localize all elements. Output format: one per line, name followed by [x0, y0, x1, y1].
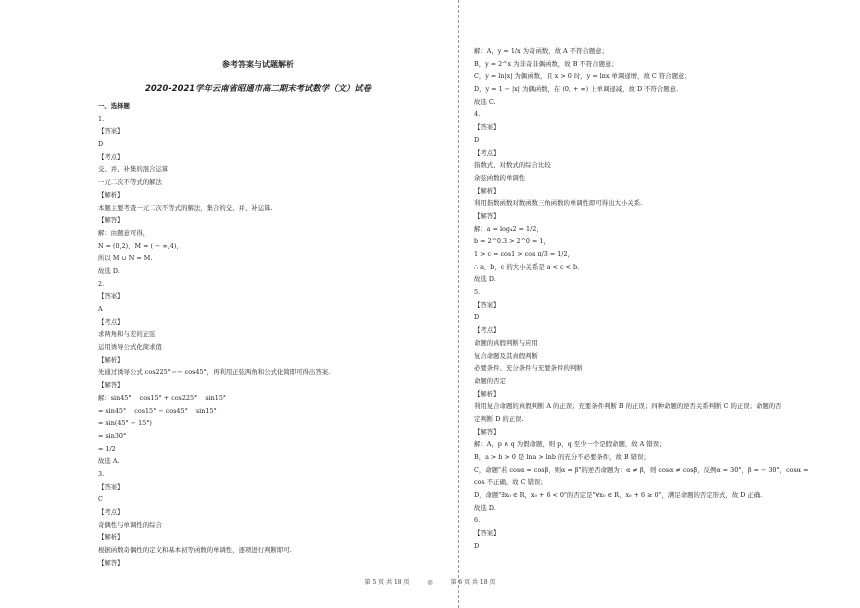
- text-line: 求两角和与差的正弦: [98, 330, 156, 339]
- text-line: 利用复合命题的真假判断 A 的正误；充要条件判断 B 的正误；四种命题的逆否关系判断 C 的正误；命题的否: [474, 402, 782, 411]
- text-line: 所以 M ∪ N = M.: [98, 254, 153, 263]
- text-line: 【考点】: [98, 152, 124, 161]
- text-line: A: [98, 305, 103, 313]
- text-line: 解：sin45° cos15° + cos225° sin15°: [98, 393, 227, 402]
- text-line: 故选 D.: [474, 503, 496, 512]
- footer-right-page: 第 6 页 共 18 页: [450, 579, 496, 586]
- text-line: C: [98, 495, 103, 504]
- text-line: 一元二次不等式的解法: [98, 178, 162, 187]
- page-footer: [0, 577, 860, 586]
- text-line: 利用指数函数对数函数三角函数的单调性即可得出大小关系.: [474, 199, 643, 208]
- text-line: 【解答】: [98, 381, 124, 390]
- text-line: 余弦函数的单调性: [474, 173, 526, 182]
- text-line: 【答案】: [474, 529, 500, 538]
- text-line: 命题的否定: [474, 376, 506, 385]
- text-line: 【解答】: [474, 211, 500, 220]
- text-line: 6.: [474, 516, 481, 525]
- text-line: 【解答】: [474, 427, 500, 436]
- text-line: 复合命题及其真假判断: [474, 351, 538, 360]
- text-line: 解：A，y = 1/x 为奇函数，故 A 不符合题意；: [474, 47, 609, 55]
- text-line: D: [98, 140, 104, 149]
- text-line: 【解析】: [98, 355, 124, 364]
- text-line: B，y = 2^x 为非奇非偶函数，故 B 不符合题意；: [474, 59, 618, 68]
- footer-separator: ◎: [427, 579, 433, 586]
- text-line: N = (0,2)，M = ( − ∞,4)，: [98, 241, 183, 250]
- text-line: 【解答】: [98, 558, 124, 567]
- text-line: 故选 D.: [98, 266, 120, 275]
- text-line: 故选 D.: [474, 275, 496, 284]
- text-line: = sin30°: [98, 431, 127, 440]
- exam-title: 2020-2021学年云南省昭通市高二期末考试数学（文）试卷: [145, 83, 371, 93]
- text-line: 【答案】: [98, 127, 124, 136]
- text-line: 3.: [98, 469, 105, 478]
- text-line: C，y = ln|x| 为偶函数，且 x > 0 时，y = lnx 单调递增，故 C 符合题意；: [474, 72, 691, 81]
- text-line: = 1/2: [98, 444, 116, 453]
- text-line: C，命题"若 cosα = cosβ，则α = β"的逆否命题为：α ≠ β，则 cosα ≠ cosβ，反例α = 30°，β = − 30°，cosα =: [474, 465, 809, 474]
- text-line: ∴ a，b，c 的大小关系是 a < c < b.: [474, 262, 580, 271]
- text-line: 解：a = log₄2 = 1/2，: [474, 224, 543, 233]
- text-line: 命题的真假判断与应用: [474, 338, 538, 347]
- text-line: 【解析】: [98, 533, 124, 542]
- page-title: 参考答案与试题解析: [222, 60, 294, 69]
- text-line: D，命题"∃x₀ ∈ R，x₀ + 6 < 0"的否定是"∀x₀ ∈ R，x₀ + 6 ≥ 0"，满足命题的否定形式，故 D 正确.: [474, 491, 763, 500]
- text-line: 1.: [98, 114, 105, 123]
- text-line: 5.: [474, 288, 481, 297]
- text-line: 本题主要考查一元二次不等式的解法，集合的交、并、补运算.: [98, 203, 273, 212]
- text-line: 解：A，p ∧ q 为假命题，则 p，q 至少一个是假命题，故 A 错误；: [474, 440, 666, 449]
- text-line: D: [474, 135, 480, 144]
- text-line: 解：由题意可得，: [98, 228, 150, 237]
- text-line: 4.: [474, 110, 481, 119]
- text-line: 【解析】: [474, 186, 500, 195]
- footer-left-page: 第 5 页 共 18 页: [364, 579, 410, 586]
- text-line: 【答案】: [98, 292, 124, 301]
- text-line: 运用诱导公式化简求值: [98, 343, 162, 352]
- text-line: 【答案】: [474, 123, 500, 132]
- left-column: [98, 100, 470, 569]
- text-line: D，y = 1 − |x| 为偶函数，在 (0, + ∞) 上单调递减，故 D 不符合题意.: [474, 85, 679, 94]
- text-line: 【考点】: [98, 317, 124, 326]
- text-line: 定判断 D 的正误.: [474, 414, 524, 423]
- text-line: = sin(45° − 15°): [98, 419, 152, 428]
- text-line: 【考点】: [474, 326, 500, 335]
- text-line: 【考点】: [474, 148, 500, 157]
- text-line: cos 不正确，故 C 错误；: [474, 478, 547, 487]
- text-line: 根据函数奇偶性的定义和基本初等函数的单调性，逐项进行判断即可.: [98, 546, 292, 555]
- text-line: 【解析】: [98, 190, 124, 199]
- text-line: 指数式、对数式的综合比较: [474, 161, 551, 170]
- text-line: b = 2^0.3 > 2^0 = 1，: [474, 237, 550, 246]
- text-line: 故选 A.: [98, 457, 120, 466]
- text-line: 奇偶性与单调性的综合: [98, 520, 162, 529]
- text-line: D: [474, 313, 480, 322]
- text-line: D: [474, 541, 480, 550]
- text-line: 先通过诱导公式 cos225°＝− cos45°，再利用正弦两角和公式化简即可得出答案.: [98, 368, 331, 377]
- text-line: 【解析】: [474, 389, 500, 398]
- column-divider: [458, 0, 459, 608]
- text-line: 【考点】: [98, 508, 124, 516]
- text-line: 必要条件、充分条件与充要条件的判断: [474, 364, 583, 373]
- text-line: 1 > c = cos1 > cos π/3 = 1/2，: [474, 250, 574, 258]
- text-line: 一、选择题: [98, 102, 130, 110]
- text-line: B，a > b > 0 是 lna > lnb 的充分不必要条件，故 B 错误；: [474, 453, 650, 461]
- text-line: 【答案】: [98, 482, 124, 491]
- text-line: 交、并、补集的混合运算: [98, 165, 169, 174]
- text-line: 故选 C.: [474, 97, 496, 106]
- text-line: 【答案】: [474, 300, 500, 309]
- text-line: 【解答】: [98, 216, 124, 225]
- right-column: [474, 45, 846, 553]
- text-line: = sin45° cos15° − cos45° sin15°: [98, 406, 217, 415]
- text-line: 2.: [98, 279, 105, 288]
